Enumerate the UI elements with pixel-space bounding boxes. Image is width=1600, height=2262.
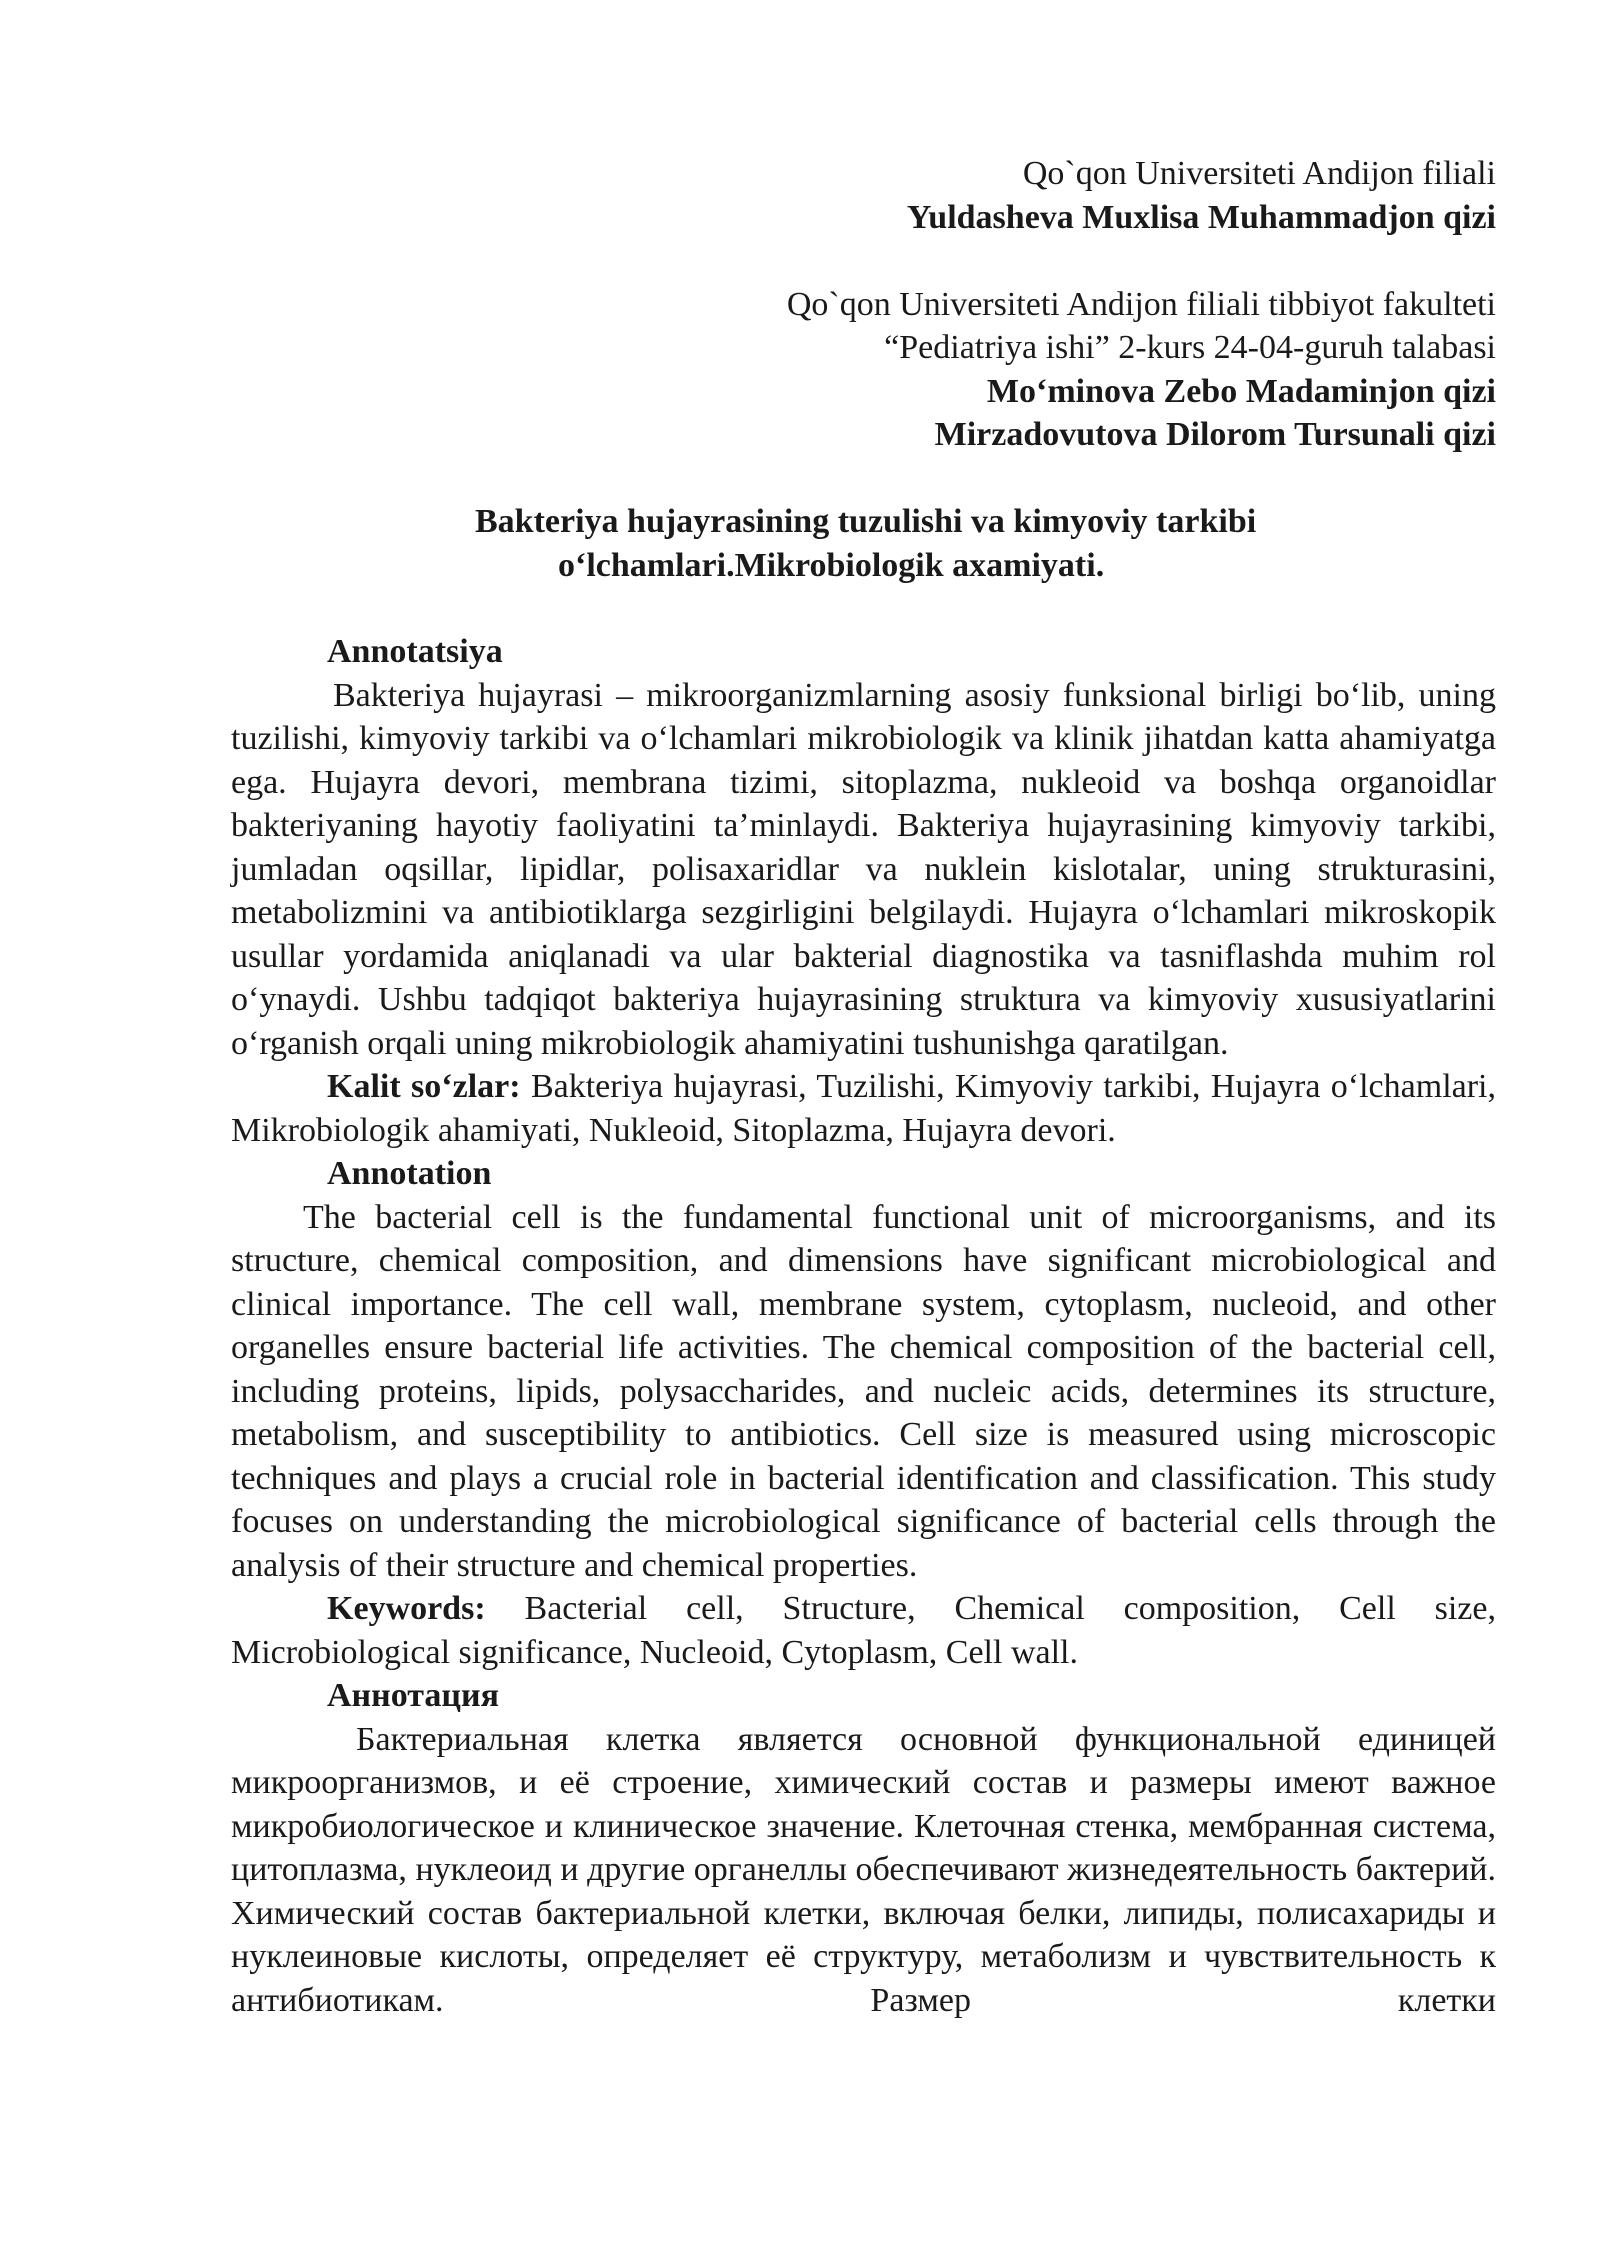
keywords-uz-label: Kalit so‘zlar:	[327, 1068, 521, 1105]
keywords-en-text: Bacterial cell, Structure, Chemical composition, Cell size, Microbiological significance, Nucleoid, Cytoplasm, Cell wall.	[231, 1590, 1496, 1671]
affiliation-header	[231, 152, 1496, 457]
author-2: Mo‘minova Zebo Madaminjon qizi	[986, 372, 1496, 410]
annotation-sections	[231, 630, 1496, 2022]
student-group: “Pediatriya ishi” 2-kurs 24-04-guruh talabasi	[884, 329, 1496, 366]
faculty-name: Qo`qon Universiteti Andijon filiali tibbiyot fakulteti	[786, 285, 1496, 323]
annotation-ru-body: Бактериальная клетка является основной функциональной единицей микроорганизмов, и её строение, химический состав и размеры имеют важное микробиологическое и клиническое значение. Клеточная стенка, мембранная система, цитоплазма, нуклеоид и другие органеллы обеспечивают жизнедеятельность бактерий. Химический состав бактериальной клетки, включая белки, липиды, полисахариды и нуклеиновые кислоты, определяет её структуру, метаболизм и чувствительность к антибиотикам. Размер клетки	[231, 1720, 1496, 2019]
annotation-en-heading: Annotation	[327, 1155, 492, 1192]
paper-title	[231, 500, 1496, 587]
annotation-en-body: The bacterial cell is the fundamental functional unit of microorganisms, and its structure, chemical composition, and dimensions have significant microbiological and clinical importance. The cell wall, membrane system, cytoplasm, nucleoid, and other organelles ensure bacterial life activities. The chemical composition of the bacterial cell, including proteins, lipids, polysaccharides, and nucleic acids, determines its structure, metabolism, and susceptibility to antibiotics. Cell size is measured using microscopic techniques and plays a crucial role in bacterial identification and classification. This study focuses on understanding the microbiological significance of bacterial cells through the analysis of their structure and chemical properties.	[231, 1198, 1496, 1584]
author-3: Mirzadovutova Dilorom Tursunali qizi	[934, 416, 1496, 453]
annotation-uz-keywords	[231, 1065, 1496, 1152]
keywords-en-label: Keywords:	[327, 1590, 486, 1627]
author-main: Yuldasheva Muxlisa Muhammadjon qizi	[906, 198, 1496, 236]
annotation-uz-heading: Annotatsiya	[327, 633, 503, 670]
title-line-1: Bakteriya hujayrasining tuzulishi va kimyoviy tarkibi	[475, 503, 1257, 540]
keywords-uz-text: Bakteriya hujayrasi, Tuzilishi, Kimyoviy tarkibi, Hujayra o‘lchamlari, Mikrobiologik ahamiyati, Nukleoid, Sitoplazma, Hujayra devori.	[231, 1068, 1496, 1149]
annotation-uz-body: Bakteriya hujayrasi – mikroorganizmlarning asosiy funksional birligi bo‘lib, uning tuzilishi, kimyoviy tarkibi va o‘lchamlari mikrobiologik va klinik jihatdan katta ahamiyatga ega. Hujayra devori, membrana tizimi, sitoplazma, nukleoid va boshqa organoidlar bakteriyaning hayotiy faoliyatini ta’minlaydi. Bakteriya hujayrasining kimyoviy tarkibi, jumladan oqsillar, lipidlar, polisaxaridlar va nuklein kislotalar, uning strukturasini, metabolizmini va antibiotiklarga sezgirligini belgilaydi. Hujayra o‘lchamlari mikroskopik usullar yordamida aniqlanadi va ular bakterial diagnostika va tasniflashda muhim rol o‘ynaydi. Ushbu tadqiqot bakteriya hujayrasining struktura va kimyoviy xususiyatlarini o‘rganish orqali uning mikrobiologik ahamiyatini tushunishga qaratilgan.	[231, 676, 1496, 1062]
institution-name: Qo`qon Universiteti Andijon filiali	[1022, 155, 1496, 192]
annotation-ru-heading: Аннотация	[327, 1677, 499, 1714]
annotation-en-keywords	[231, 1587, 1496, 1674]
header-spacer	[231, 239, 1496, 283]
title-line-2: o‘lchamlari.Mikrobiologik axamiyati.	[558, 546, 1105, 584]
